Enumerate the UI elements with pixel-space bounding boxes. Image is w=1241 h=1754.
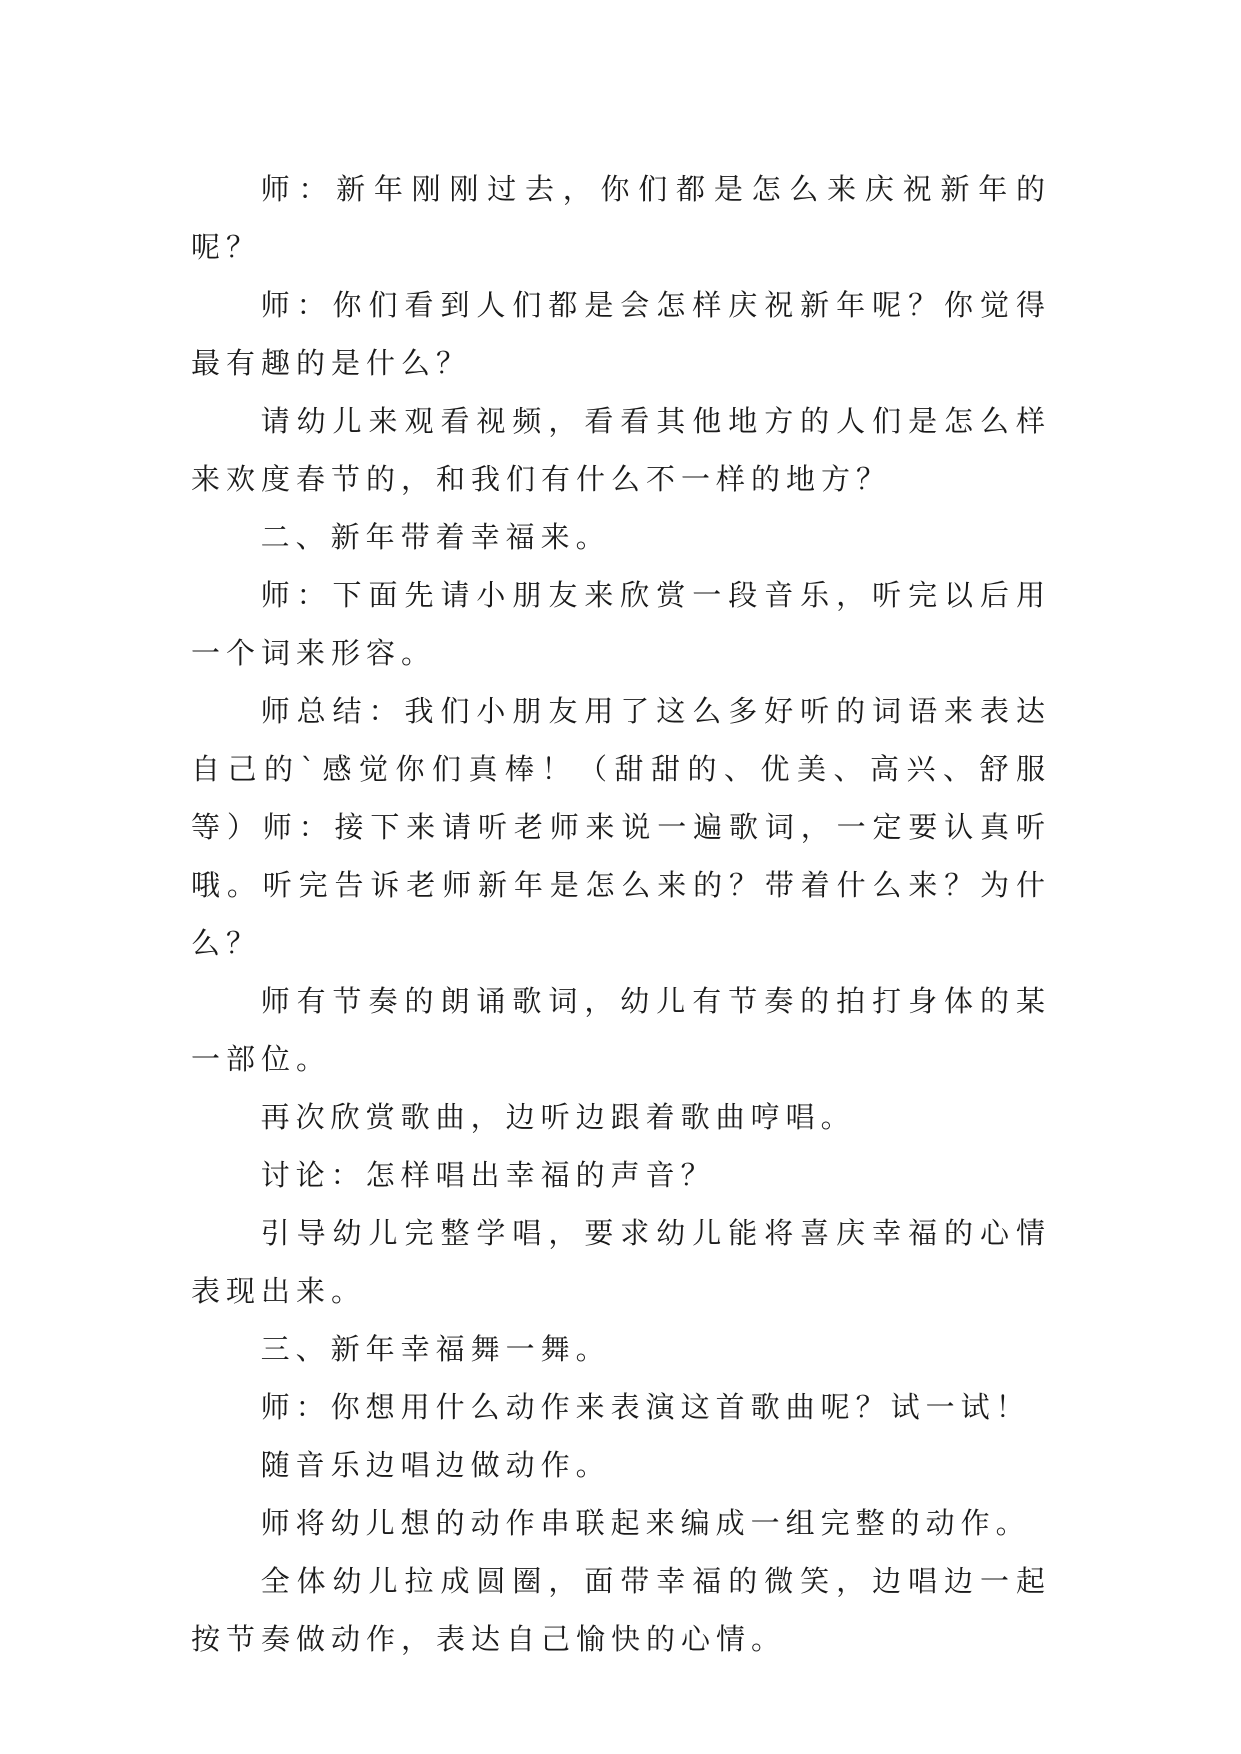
paragraph: 再次欣赏歌曲，边听边跟着歌曲哼唱。 <box>260 1100 856 1134</box>
paragraph: 师：你想用什么动作来表演这首歌曲呢？试一试！ <box>260 1390 1031 1424</box>
paragraph: 师总结：我们小朋友用了这么多好听的词语来表达自己的`感觉你们真棒！（甜甜的、优美、高兴、舒服等）师：接下来请听老师来说一遍歌词，一定要认真听哦。听完告诉老师新年是怎么来的？带着什么来？为什么？ <box>191 694 1051 960</box>
paragraph: 随音乐边唱边做动作。 <box>260 1448 611 1482</box>
section-heading: 二、新年带着幸福来。 <box>260 520 611 554</box>
paragraph: 师：下面先请小朋友来欣赏一段音乐，听完以后用一个词来形容。 <box>191 578 1051 670</box>
paragraph: 师：新年刚刚过去，你们都是怎么来庆祝新年的呢？ <box>191 172 1051 264</box>
paragraph: 师有节奏的朗诵歌词，幼儿有节奏的拍打身体的某一部位。 <box>191 984 1051 1076</box>
section-heading: 三、新年幸福舞一舞。 <box>260 1332 611 1366</box>
paragraph: 师：你们看到人们都是会怎样庆祝新年呢？你觉得最有趣的是什么？ <box>191 288 1051 380</box>
paragraph: 师将幼儿想的动作串联起来编成一组完整的动作。 <box>260 1506 1031 1540</box>
document-body <box>191 160 1051 1668</box>
paragraph: 引导幼儿完整学唱，要求幼儿能将喜庆幸福的心情表现出来。 <box>191 1216 1051 1308</box>
paragraph: 全体幼儿拉成圆圈，面带幸福的微笑，边唱边一起按节奏做动作，表达自己愉快的心情。 <box>191 1564 1051 1656</box>
paragraph: 讨论：怎样唱出幸福的声音？ <box>260 1158 716 1192</box>
paragraph: 请幼儿来观看视频，看看其他地方的人们是怎么样来欢度春节的，和我们有什么不一样的地方？ <box>191 404 1051 496</box>
